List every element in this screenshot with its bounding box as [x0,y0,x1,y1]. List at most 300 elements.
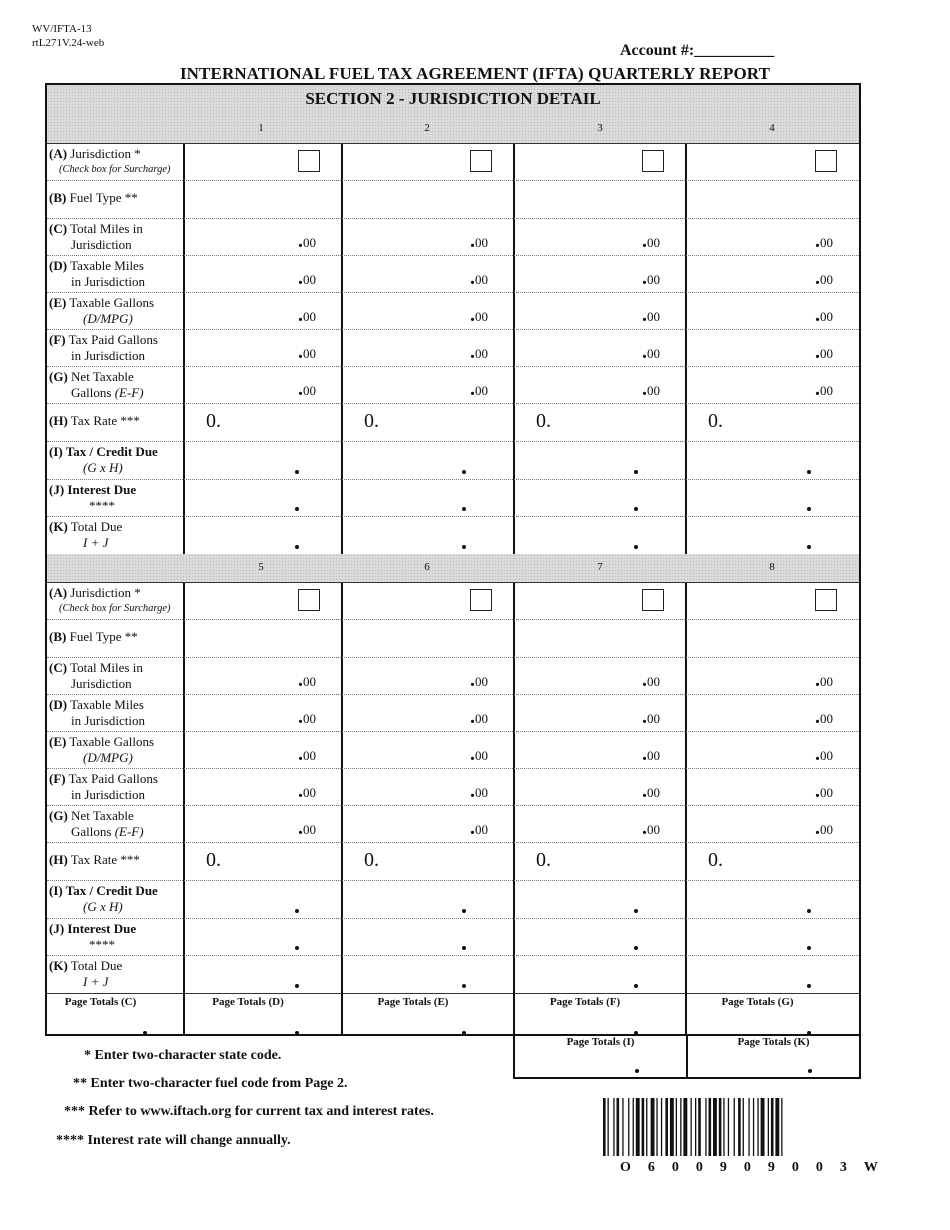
row-subtext-main: Jurisdiction [71,237,132,252]
barcode-bar [670,1098,674,1156]
amount-field[interactable] [634,507,638,511]
row-divider [47,180,859,181]
barcode-bar [613,1098,614,1156]
row-letter: (I) Tax / Credit Due [49,444,158,459]
decimal-point: . [298,267,303,289]
cents-value: 00 [647,346,660,361]
amount-field[interactable] [462,946,466,950]
cents-value: 00 [820,674,833,689]
column-number: 4 [769,122,775,134]
decimal-point: . [298,706,303,728]
surcharge-checkbox[interactable] [815,589,837,611]
cents-value: 00 [303,748,316,763]
footnote: * Enter two-character state code. [84,1048,282,1063]
amount-field[interactable] [298,304,316,326]
amount-field[interactable] [807,909,811,913]
row-letter: (K) [49,958,68,973]
page-totals-ik-box [513,1034,861,1079]
decimal-point: . [298,341,303,363]
row-label-j [49,921,183,953]
footnote: ** Enter two-character fuel code from Page 2. [73,1076,348,1091]
amount-field[interactable] [634,984,638,988]
amount-field[interactable] [295,909,299,913]
amount-field[interactable] [642,267,660,289]
decimal-point: . [642,378,647,400]
amount-field[interactable] [470,230,488,252]
decimal-point: . [470,267,475,289]
cents-value: 00 [647,674,660,689]
amount-field[interactable] [462,909,466,913]
row-label-main [49,697,183,713]
amount-field[interactable] [298,267,316,289]
amount-field[interactable] [634,470,638,474]
row-divider [47,619,859,620]
amount-field[interactable] [642,378,660,400]
decimal-point: . [815,706,820,728]
cents-value: 00 [647,785,660,800]
row-divider [47,993,859,994]
cents-value: 00 [647,748,660,763]
row-label-main [49,808,183,824]
cents-value: 00 [647,711,660,726]
cents-value: 00 [475,346,488,361]
row-text: Taxable Gallons [69,734,155,749]
tax-rate-field[interactable]: 0. [708,410,723,432]
row-divider [47,805,859,806]
barcode-bar [768,1098,769,1156]
page-total-i-label: Page Totals (I) [566,1036,635,1048]
row-subtext [49,899,183,915]
decimal-point: . [815,230,820,252]
barcode-bar [691,1098,692,1156]
amount-field[interactable] [470,341,488,363]
decimal-point: . [815,669,820,691]
page-total-c-label: Page Totals (C) [64,996,137,1008]
row-text: Jurisdiction * [70,146,141,161]
row-letter: (J) Interest Due [49,482,137,497]
row-divider [47,694,859,695]
amount-field[interactable] [815,267,833,289]
row-letter: (D) [49,258,68,273]
amount-field[interactable] [642,780,660,802]
row-letter: (K) [49,519,68,534]
decimal-point: . [815,304,820,326]
row-letter: (G) [49,369,68,384]
row-label-main [49,221,183,237]
page-total-f-label: Page Totals (F) [549,996,621,1008]
tax-rate-field[interactable]: 0. [708,849,723,871]
barcode-bar [713,1098,717,1156]
amount-field[interactable] [642,304,660,326]
decimal-point: . [642,267,647,289]
surcharge-checkbox[interactable] [815,150,837,172]
amount-field[interactable] [642,817,660,839]
row-label-main [49,629,183,645]
row-divider [47,366,859,367]
barcode-number: O600909003W [620,1160,895,1175]
cents-value: 00 [475,711,488,726]
row-subtext [49,237,183,253]
form-id [32,22,104,50]
row-divider [47,731,859,732]
fuel-type-field[interactable] [344,182,510,216]
row-letter: (H) [49,413,68,428]
row-letter: (B) [49,629,67,644]
cents-value: 00 [303,674,316,689]
cents-value: 00 [475,383,488,398]
row-subtext-main: (D/MPG) [83,311,133,326]
amount-field[interactable] [295,946,299,950]
row-subtext [49,937,183,953]
row-subtext-formula: (E-F) [114,385,144,400]
amount-field[interactable] [298,780,316,802]
row-subtext-formula: (E-F) [114,824,144,839]
barcode-bar [646,1098,647,1156]
amount-field[interactable] [298,230,316,252]
page-total-i-field[interactable] [635,1069,639,1073]
row-text: Fuel Type ** [69,190,138,205]
amount-field[interactable] [470,817,488,839]
row-letter: (B) [49,190,67,205]
page-title: INTERNATIONAL FUEL TAX AGREEMENT (IFTA) QUARTERLY REPORT [179,64,771,83]
barcode-bar [698,1098,701,1156]
fuel-type-field[interactable] [186,182,338,216]
barcode [603,1098,883,1156]
cents-value: 00 [820,235,833,250]
fuel-type-field[interactable] [516,182,682,216]
row-label-g [49,369,183,401]
row-subtext [49,311,183,327]
row-label-g [49,808,183,840]
barcode-bar [608,1098,609,1156]
decimal-point: . [642,304,647,326]
row-text: Fuel Type ** [69,629,138,644]
cents-value: 00 [475,235,488,250]
barcode-bar [705,1098,706,1156]
section-title: SECTION 2 - JURISDICTION DETAIL [47,85,859,116]
row-divider [47,842,859,843]
row-divider [47,582,859,583]
row-letter: (J) Interest Due [49,921,137,936]
barcode-bar [617,1098,620,1156]
account-number-field[interactable]: Account #:__________ [620,42,775,59]
row-text: Tax Rate *** [70,413,140,428]
amount-field[interactable] [470,743,488,765]
cents-value: 00 [475,674,488,689]
amount-field[interactable] [642,706,660,728]
decimal-point: . [298,378,303,400]
row-text: Taxable Gallons [69,295,155,310]
row-label-c [49,660,183,692]
column-divider [183,143,185,554]
amount-field[interactable] [295,545,299,549]
tax-rate-field[interactable]: 0. [206,849,221,871]
amount-field[interactable] [295,470,299,474]
row-subtext [49,535,183,551]
surcharge-checkbox[interactable] [298,589,320,611]
row-text: Tax Rate *** [70,852,140,867]
column-divider [183,582,185,993]
decimal-point: . [298,669,303,691]
amount-field[interactable] [815,669,833,691]
barcode-bar [723,1098,724,1156]
row-subtext-main: Jurisdiction [71,676,132,691]
amount-field[interactable] [642,230,660,252]
amount-field[interactable] [815,706,833,728]
amount-field[interactable] [807,946,811,950]
column-divider [513,582,515,993]
decimal-point: . [298,817,303,839]
barcode-bar [622,1098,623,1156]
decimal-point: . [470,304,475,326]
barcode-bar [603,1098,606,1156]
amount-field[interactable] [470,669,488,691]
cents-value: 00 [820,822,833,837]
row-label-d [49,258,183,290]
barcode-bar [757,1098,758,1156]
amount-field[interactable] [298,706,316,728]
barcode-bar [683,1098,687,1156]
row-subtext [49,750,183,766]
row-label-main [49,332,183,348]
barcode-bar [734,1098,735,1156]
column-number: 1 [258,122,264,134]
row-label-i [49,444,183,476]
surcharge-checkbox[interactable] [470,589,492,611]
amount-field[interactable] [807,470,811,474]
row-subtext-main: (Check box for Surcharge) [59,603,171,614]
row-subtext-main: (Check box for Surcharge) [59,164,171,175]
column-divider [513,143,515,554]
amount-field[interactable] [634,545,638,549]
row-divider [47,218,859,219]
amount-field[interactable] [642,669,660,691]
row-label-main [49,258,183,274]
surcharge-checkbox[interactable] [298,150,320,172]
amount-field[interactable] [470,267,488,289]
amount-field[interactable] [807,984,811,988]
row-subtext-main: I + J [83,974,109,989]
row-letter: (A) [49,146,68,161]
row-divider [47,657,859,658]
row-letter: (F) [49,332,66,347]
fuel-type-field[interactable] [688,621,855,655]
barcode-bar [753,1098,754,1156]
cents-value: 00 [820,272,833,287]
decimal-point: . [642,341,647,363]
barcode-bar [680,1098,681,1156]
row-text: Tax Paid Gallons [68,332,158,347]
row-label-h [49,852,183,868]
amount-field[interactable] [642,341,660,363]
barcode-bar [651,1098,655,1156]
tax-rate-field[interactable]: 0. [536,410,551,432]
tax-rate-field[interactable]: 0. [206,410,221,432]
row-text: Tax Paid Gallons [68,771,158,786]
amount-field[interactable] [462,984,466,988]
cents-value: 00 [647,309,660,324]
amount-field[interactable] [470,706,488,728]
row-subtext [49,974,183,990]
row-subtext [49,162,183,178]
row-label-main [49,146,183,162]
barcode-bar [728,1098,729,1156]
decimal-point: . [815,267,820,289]
amount-field[interactable] [295,507,299,511]
row-label-a [49,585,183,617]
amount-field[interactable] [298,817,316,839]
surcharge-checkbox[interactable] [642,589,664,611]
row-subtext [49,824,183,840]
row-label-main [49,190,183,206]
amount-field[interactable] [298,378,316,400]
surcharge-checkbox[interactable] [470,150,492,172]
amount-field[interactable] [807,545,811,549]
amount-field[interactable] [815,341,833,363]
amount-field[interactable] [470,304,488,326]
amount-field[interactable] [298,669,316,691]
cents-value: 00 [820,785,833,800]
amount-field[interactable] [815,780,833,802]
decimal-point: . [470,378,475,400]
amount-field[interactable] [815,378,833,400]
barcode-bar [771,1098,774,1156]
row-label-main [49,921,183,937]
barcode-bar [775,1098,779,1156]
row-subtext [49,601,183,617]
amount-field[interactable] [807,507,811,511]
row-label-main [49,444,183,460]
amount-field[interactable] [470,378,488,400]
row-text: Total Miles in [70,221,143,236]
amount-field[interactable] [642,743,660,765]
row-subtext [49,787,183,803]
amount-field[interactable] [298,743,316,765]
row-divider [47,516,859,517]
row-label-e [49,734,183,766]
cents-value: 00 [820,383,833,398]
amount-field[interactable] [462,545,466,549]
amount-field[interactable] [815,743,833,765]
decimal-point: . [470,743,475,765]
cents-value: 00 [475,822,488,837]
page-total-d-field[interactable] [295,1031,299,1035]
barcode-bar [628,1098,629,1156]
fuel-type-field[interactable] [186,621,338,655]
amount-field[interactable] [634,946,638,950]
cents-value: 00 [647,235,660,250]
page-total-c-field[interactable] [143,1031,147,1035]
decimal-point: . [815,743,820,765]
page-total-g-label: Page Totals (G) [721,996,794,1008]
decimal-point: . [298,743,303,765]
cents-value: 00 [303,711,316,726]
barcode-bar [748,1098,749,1156]
row-divider [47,329,859,330]
column-number: 3 [597,122,603,134]
row-letter: (E) [49,734,67,749]
decimal-point: . [815,817,820,839]
fuel-type-field[interactable] [688,182,855,216]
decimal-point: . [642,706,647,728]
row-letter: (I) Tax / Credit Due [49,883,158,898]
barcode-bar [761,1098,765,1156]
tax-rate-field[interactable]: 0. [364,410,379,432]
row-label-main [49,519,183,535]
decimal-point: . [298,230,303,252]
barcode-bar [719,1098,722,1156]
decimal-point: . [815,378,820,400]
column-header-band [47,115,859,143]
row-subtext-main: Gallons [71,385,112,400]
cents-value: 00 [303,272,316,287]
amount-field[interactable] [298,341,316,363]
row-subtext-main: (D/MPG) [83,750,133,765]
row-divider [47,955,859,956]
fuel-type-field[interactable] [344,621,510,655]
cents-value: 00 [303,785,316,800]
page-total-k-field[interactable] [808,1069,812,1073]
row-label-main [49,660,183,676]
row-label-b [49,629,183,645]
barcode-bar [676,1098,677,1156]
decimal-point: . [642,669,647,691]
column-number: 6 [424,561,430,573]
amount-field[interactable] [462,507,466,511]
decimal-point: . [815,341,820,363]
column-divider [341,582,343,993]
cents-value: 00 [475,785,488,800]
decimal-point: . [470,669,475,691]
column-divider [685,582,687,993]
form-number: WV/IFTA-13 [32,23,92,35]
page-total-d-label: Page Totals (D) [212,996,284,1008]
row-label-k [49,519,183,551]
amount-field[interactable] [462,470,466,474]
tax-rate-field[interactable]: 0. [364,849,379,871]
row-subtext [49,274,183,290]
cents-value: 00 [820,748,833,763]
amount-field[interactable] [470,780,488,802]
decimal-point: . [642,780,647,802]
row-label-a [49,146,183,178]
cents-value: 00 [475,748,488,763]
amount-field[interactable] [815,817,833,839]
row-label-e [49,295,183,327]
row-label-main [49,958,183,974]
fuel-type-field[interactable] [516,621,682,655]
amount-field[interactable] [634,909,638,913]
amount-field[interactable] [815,304,833,326]
tax-rate-field[interactable]: 0. [536,849,551,871]
barcode-bar [636,1098,640,1156]
barcode-bar [656,1098,657,1156]
row-label-main [49,883,183,899]
decimal-point: . [298,780,303,802]
row-label-b [49,190,183,206]
row-subtext [49,676,183,692]
row-label-main [49,413,183,429]
decimal-point: . [470,341,475,363]
row-divider [47,292,859,293]
decimal-point: . [298,304,303,326]
amount-field[interactable] [295,984,299,988]
amount-field[interactable] [815,230,833,252]
row-label-main [49,852,183,868]
page-total-e-field[interactable] [462,1031,466,1035]
decimal-point: . [642,230,647,252]
surcharge-checkbox[interactable] [642,150,664,172]
